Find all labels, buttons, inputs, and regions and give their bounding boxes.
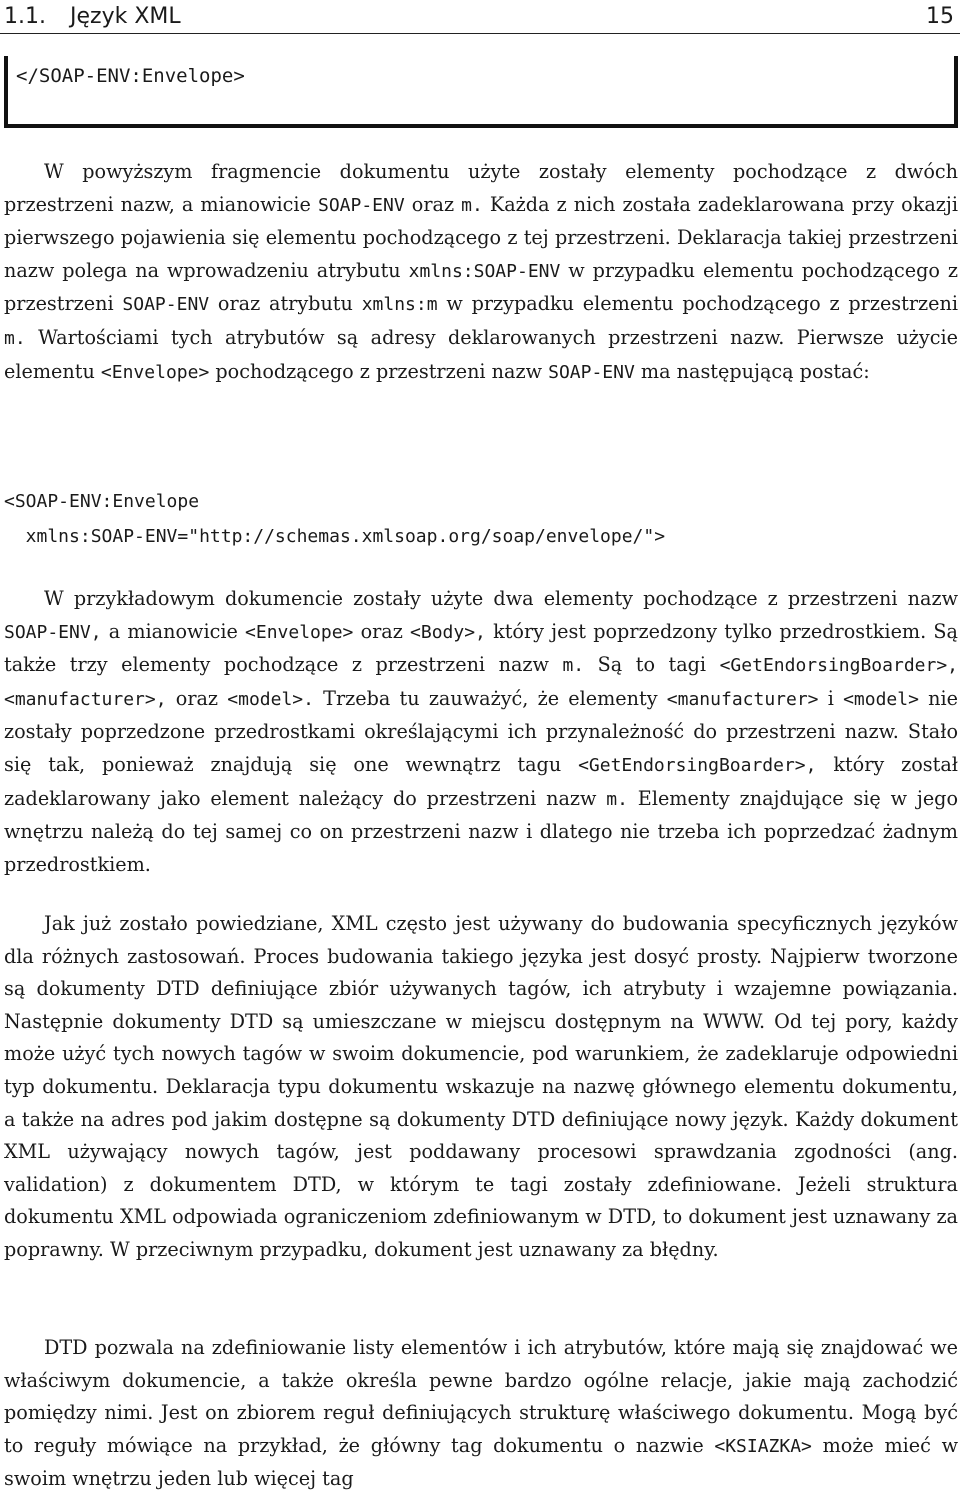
text-run: nie zostały poprzedzone przedrostkami określającymi ich przynależność do przestrzeni nazw. Stało się tak, ponieważ znajdują się one wewnątrz tagu [4,686,958,776]
text-run: Wartościami tych atrybutów są adresy deklarowanych przestrzeni nazw. Pierwsze użycie elementu [4,325,958,383]
code-box-bottom-border [4,124,958,128]
text-run: pochodzącego z przestrzeni nazw [209,359,549,383]
text-run: w przypadku elementu pochodzącego z przestrzeni [4,258,958,316]
inline-code: <GetEndorsingBoarder>, [578,754,817,776]
text-run: ma następującą postać: [634,359,870,383]
inline-code: SOAP-ENV [548,361,635,383]
code-box-left-border [4,56,8,128]
code-box-text: </SOAP-ENV:Envelope> [16,65,245,87]
code-line-1: <SOAP-ENV:Envelope [4,491,200,512]
inline-code: m. [4,327,26,349]
text-run: Elementy znajdujące się w jego wnętrzu należą do tej samej co on przestrzeni nazw i dlatego nie trzeba ich poprzedzać żadnym przedrostkiem. [4,786,959,876]
text-run: DTD pozwala na zdefiniowanie listy elementów i ich atrybutów, które mają się znajdować we właściwym dokumencie, a także określa pewne bardzo ogólne relacje, jakie mają zachodzić pomiędzy nimi. Jest on zbiorem reguł definiujących strukturę właściwego dokumentu. Mogą być to reguły mówiące na przykład, że główny tag dokumentu o nazwie [4,1336,958,1457]
page-number: 15 [926,4,954,29]
section-number: 1.1. [4,4,46,29]
code-line-2: xmlns:SOAP-ENV="http://schemas.xmlsoap.org/soap/envelope/"> [4,526,666,547]
text-run: oraz [404,192,462,216]
inline-code: xmlns:m [361,294,438,316]
text-run: Każda z nich została zadeklarowana przy okazji pierwszego pojawienia się elementu pochodzącego z tej przestrzeni. Deklaracja takiej przestrzeni nazw polega na wprowadzeniu atrybutu [4,192,958,282]
text-run: Trzeba tu zauważyć, że elementy [313,686,667,710]
text-run: który jest poprzedzony tylko przedrostkiem. Są także trzy elementy pochodzące z przestrzeni nazw [4,619,958,677]
code-box [4,56,958,128]
text-run: W powyższym fragmencie dokumentu użyte zostały elementy pochodzące z dwóch przestrzeni nazw, a mianowicie [4,160,958,216]
inline-code: m. [461,194,483,216]
text-run: oraz [166,686,228,710]
inline-code: SOAP-ENV [318,194,405,216]
code-block-envelope [4,484,958,554]
inline-code: <Body>, [410,621,486,643]
paragraph-namespaces [4,156,958,389]
text-run: może mieć w swoim wnętrzu jeden lub więcej tag [4,1433,958,1491]
inline-code: <Envelope> [245,621,354,643]
paragraph-text: Jak już zostało powiedziane, XML często jest używany do budowania specyficznych języków dla różnych zastosowań. Proces budowania takiego języka jest dosyć prosty. Najpierw tworzone są dokumenty DTD definiujące zbiór używanych tagów, ich atrybuty i wzajemne powiązania. Następnie dokumenty DTD są umieszczane w miejscu dostępnym na WWW. Od tej pory, każdy może użyć tych nowych tagów w swoim dokumencie, pod warunkiem, że zadeklaruje odpowiedni typ dokumentu. Deklaracja typu dokumentu wskazuje na nazwę głównego elementu dokumentu, a także na adres pod jakim dostępne są dokumenty DTD definiujące nowy język. Każdy dokument XML używający nowych tagów, jest poddawany procesowi sprawdzania zgodności (ang. validation) z dokumentem DTD, w którym te tagi zostały zdefiniowane. Jeżeli struktura dokumentu XML odpowiada ograniczeniom zdefiniowanym w DTD, to dokument jest uznawany za poprawny. W przeciwnym przypadku, dokument jest uznawany za błędny. [4,912,958,1261]
text-run: oraz atrybutu [209,292,362,316]
code-box-right-border [954,56,958,128]
section-title: Język XML [70,4,181,29]
inline-code: <model> [843,688,919,710]
header-rule [0,33,960,34]
text-run: i [818,686,844,710]
paragraph-dtd-process [4,908,958,1267]
page-header [0,0,960,36]
inline-code: m. [606,788,628,810]
text-run: a mianowicie [101,619,246,643]
paragraph-dtd-definition [4,1332,958,1496]
inline-code: <model>. [227,688,314,710]
text-run: który został zadeklarowany jako element należący do przestrzeni nazw [4,752,958,810]
text-run: oraz [353,619,411,643]
inline-code: xmlns:SOAP-ENV [408,260,561,282]
inline-code: <Envelope> [100,361,210,383]
paragraph-example [4,583,958,881]
text-run: W przykładowym dokumencie zostały użyte dwa elementy pochodzące z przestrzeni nazw [44,587,958,610]
inline-code: SOAP-ENV, [4,621,102,643]
inline-code: m. [562,655,585,677]
inline-code: <GetEndorsingBoarder>, <manufacturer>, [4,655,959,710]
inline-code: <manufacturer> [666,688,819,710]
text-run: Są to tagi [584,653,720,677]
text-run: w przypadku elementu pochodzącego z przestrzeni [437,292,958,316]
inline-code: SOAP-ENV [122,294,210,316]
inline-code: <KSIAZKA> [714,1435,812,1457]
